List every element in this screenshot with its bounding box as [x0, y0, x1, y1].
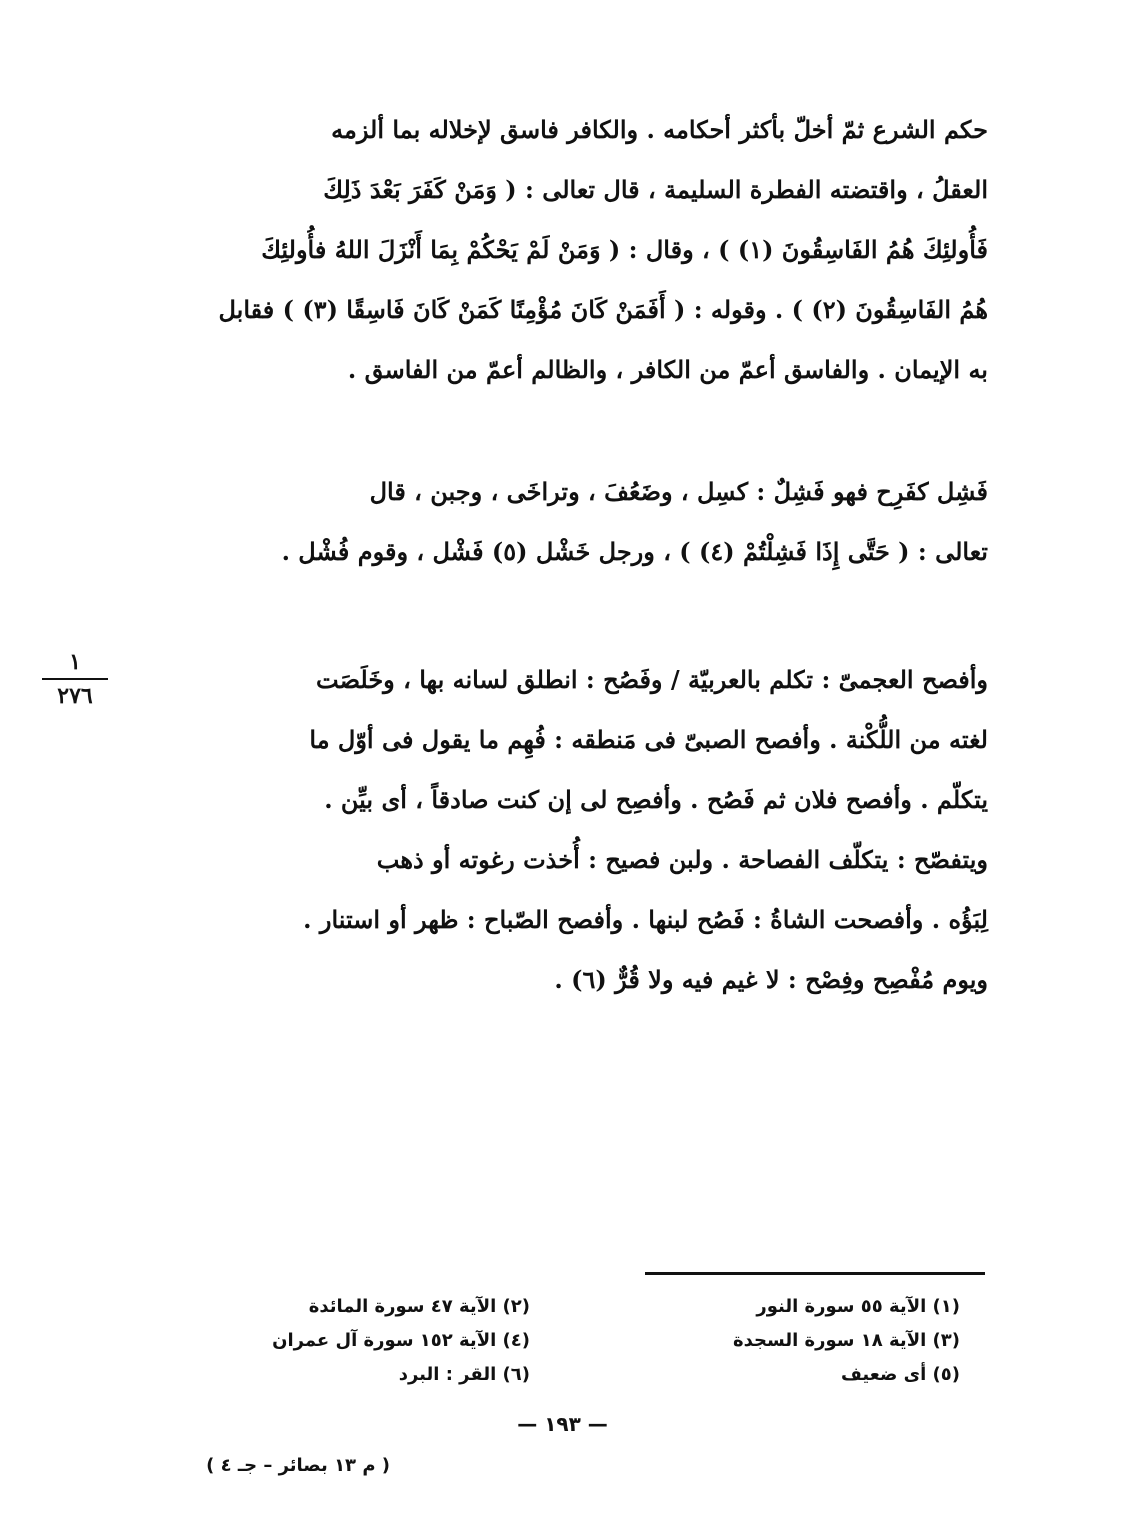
text-line: لغته من اللُّكْنة . وأفصح الصبىّ فى مَنطقه : فُهِم ما يقول فى أوّل ما	[309, 725, 988, 754]
text-line: حكم الشرع ثمّ أخلّ بأكثر أحكامه . والكافر فاسق لإخلاله بما ألزمه	[331, 115, 988, 144]
text-line: فَأُولئِكَ هُمُ الفَاسِقُونَ (١) ) ، وقال : ( وَمَنْ لَمْ يَحْكُمْ بِمَا أَنْزَلَ اللهُ فأُولئِكَ	[261, 235, 988, 264]
footnote-1: (١) الآية ٥٥ سورة النور	[756, 1296, 960, 1317]
margin-note-divider	[42, 678, 108, 680]
page-number: — ١٩٣ —	[517, 1412, 608, 1436]
footnote-6: (٦) القر : البرد	[398, 1364, 530, 1385]
margin-page-reference	[40, 648, 110, 710]
text-line: به الإيمان . والفاسق أعمّ من الكافر ، والظالم أعمّ من الفاسق .	[347, 355, 988, 384]
footnote-row	[230, 1358, 960, 1392]
footnote-4: (٤) الآية ١٥٢ سورة آل عمران	[272, 1330, 530, 1351]
text-line: وأفصح العجمىّ : تكلم بالعربيّة / وفَصُح : انطلق لسانه بها ، وخَلَصَت	[316, 665, 988, 694]
footnote-5: (٥) أى ضعيف	[841, 1364, 960, 1385]
footnote-row	[230, 1324, 960, 1358]
footnote-2: (٢) الآية ٤٧ سورة المائدة	[308, 1296, 530, 1317]
text-line: ويوم مُفْصِح وفِصْح : لا غيم فيه ولا قُرٌّ (٦) .	[554, 965, 988, 994]
text-line: فَشِل كفَرِح فهو فَشِلٌ : كسِل ، وضَعُفَ ، وتراخَى ، وجبن ، قال	[369, 477, 988, 506]
footnote-row	[230, 1290, 960, 1324]
text-line: العقلُ ، واقتضته الفطرة السليمة ، قال تعالى : ( وَمَنْ كَفَرَ بَعْدَ ذَلِكَ	[323, 175, 988, 204]
text-line: ويتفصّح : يتكلّف الفصاحة . ولبن فصيح : أُخذت رغوته أو ذهب	[376, 845, 988, 874]
text-line: هُمُ الفَاسِقُونَ (٢) ) . وقوله : ( أَفَمَنْ كَانَ مُؤْمِنًا كَمَنْ كَانَ فَاسِقًا (٣) ) فقابل	[218, 295, 988, 324]
paragraph-fasiq	[130, 100, 988, 400]
text-line: تعالى : ( حَتَّى إِذَا فَشِلْتُمْ (٤) ) ، ورجل خَشْل (٥) فَشْل ، وقوم فُشْل .	[281, 537, 988, 566]
print-signature: ( م ١٣ بصائر – جـ ٤ )	[206, 1455, 390, 1476]
paragraph-fashil	[130, 462, 988, 582]
paragraph-afsah	[130, 650, 988, 1010]
footnote-divider	[645, 1272, 985, 1275]
text-line: لِبَؤُه . وأفصحت الشاةُ : فَصُح لبنها . وأفصح الصّباح : ظهر أو استنار .	[303, 905, 988, 934]
footnote-3: (٣) الآية ١٨ سورة السجدة	[733, 1330, 960, 1351]
margin-note-bottom: ٢٧٦	[57, 683, 93, 709]
text-line: يتكلّم . وأفصح فلان ثم فَصُح . وأفصِح لى إن كنت صادقاً ، أى بيِّن .	[324, 785, 988, 814]
margin-note-top: ١	[69, 649, 81, 675]
footnotes	[230, 1290, 960, 1392]
